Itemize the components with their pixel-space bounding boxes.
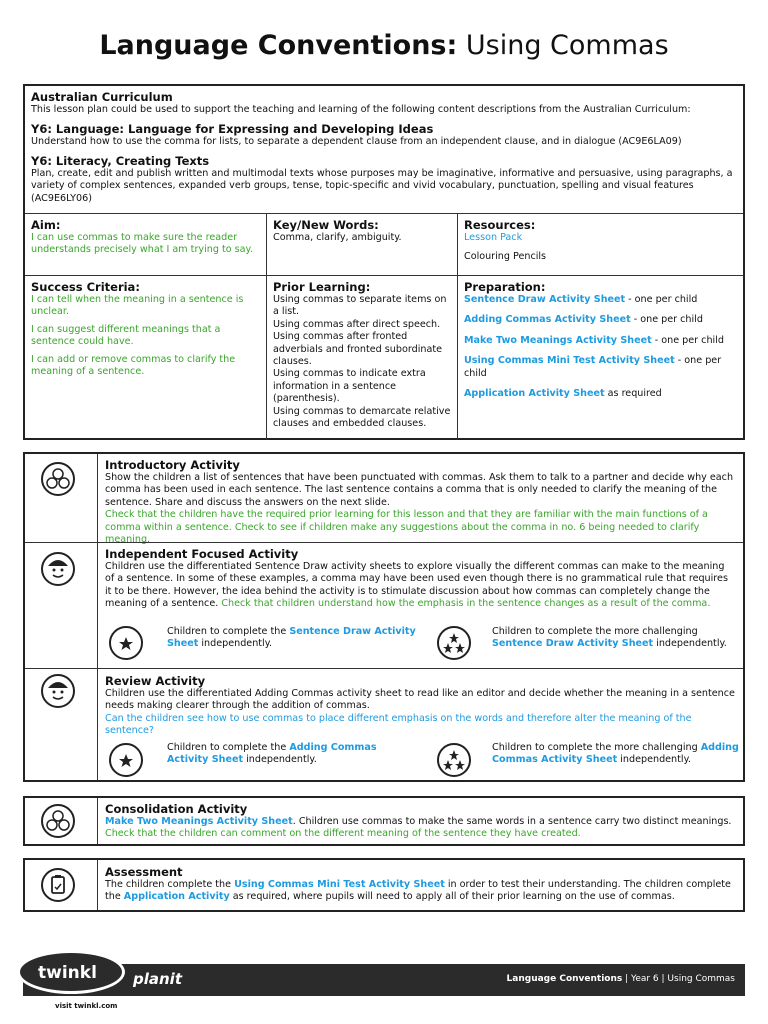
assessment-heading: Assessment: [105, 865, 183, 879]
three-star-icon: [437, 743, 471, 777]
prep-link[interactable]: Adding Commas Activity Sheet: [464, 314, 631, 326]
prep-link[interactable]: Using Commas Mini Test Activity Sheet: [464, 355, 675, 367]
y6-literacy-heading: Y6: Literacy, Creating Texts: [31, 153, 210, 168]
curriculum-section: [31, 90, 737, 205]
prep-link[interactable]: Sentence Draw Activity Sheet: [464, 294, 626, 305]
prep-item: Using Commas Mini Test Activity Sheet - one per child: [464, 355, 722, 379]
review-text: Children use the differentiated Adding Commas activity sheet to read like an editor and decide whether the meaning in a sentence needs making clearer through the addition of commas.: [105, 688, 735, 712]
resource-colouring-pencils: Colouring Pencils: [464, 251, 547, 263]
curriculum-intro: This lesson plan could be used to support the teaching and learning of the following content descriptions from the Australian Curriculum:: [31, 104, 691, 115]
resource-lesson-pack[interactable]: Lesson Pack: [464, 232, 523, 243]
consolidation-text: Make Two Meanings Activity Sheet. Children use commas to make the same words in a sentence carry two distinct meanings.: [105, 816, 732, 827]
aim-cell: [25, 214, 267, 276]
planit-logo: planit: [133, 970, 182, 988]
independent-option-one: Children to complete the Sentence Draw Activity Sheet independently.: [167, 626, 416, 650]
y6-language-text: Understand how to use the comma for lists, to separate a dependent clause from an independent clause, and in dialogue (AC9E6LA09): [31, 136, 682, 148]
success-item: I can add or remove commas to clarify the meaning of a sentence.: [31, 353, 236, 378]
key-words-text: Comma, clarify, ambiguity.: [273, 232, 402, 243]
curriculum-heading: Australian Curriculum: [31, 90, 173, 104]
independent-activity: [105, 547, 735, 611]
intro-text: Show the children a list of sentences that have been punctuated with commas. Ask them to talk to a partner and decide why each comma has been used in each sentence. The last sentence contains a comma that is only needed to clarify the meaning of the sentence. Share and discuss the answers on the next slide.: [105, 472, 734, 508]
review-option-one: Children to complete the Adding Commas Activity Sheet independently.: [167, 742, 377, 766]
review-heading: Review Activity: [105, 674, 206, 688]
assessment-box: [23, 858, 745, 912]
resources-cell: [458, 214, 745, 276]
footer-lesson-label: Language Conventions | Year 6 | Using Commas: [506, 974, 735, 984]
key-words-heading: Key/New Words:: [273, 218, 379, 232]
prep-item: Make Two Meanings Activity Sheet - one per child: [464, 334, 724, 346]
lesson-overview-box: [23, 84, 745, 440]
activities-box: [23, 452, 745, 782]
prep-link[interactable]: Make Two Meanings Activity Sheet: [464, 334, 652, 346]
success-heading: Success Criteria:: [31, 280, 140, 294]
one-star-icon: [109, 743, 143, 777]
review-option-two: Children to complete the more challenging Adding Commas Activity Sheet independently.: [492, 742, 739, 766]
review-question: Can the children see how to use commas to place different emphasis on the words and therefore alter the meaning of the sentence?: [105, 712, 692, 737]
group-faces-icon: [41, 462, 75, 496]
aim-heading: Aim:: [31, 218, 61, 232]
intro-check: Check that the children have the required prior learning for this lesson and that they are familiar with the main functions of a comma within a sentence. Check to see if children make any suggestions about the comma in no. 6 being needed to clarify meaning.: [105, 509, 708, 546]
success-criteria-cell: [25, 276, 267, 440]
prep-item: Adding Commas Activity Sheet - one per child: [464, 314, 703, 326]
prior-text: Using commas to separate items on a list. Using commas after direct speech. Using commas after fronted adverbials and fronted subordinate clauses. Using commas to indicate extra information in a sentence (parenthesis). Using commas to demarcate relative clauses and embedded clauses.: [273, 294, 451, 430]
assessment-link[interactable]: Application Activity: [123, 891, 230, 903]
review-activity: [105, 674, 735, 738]
success-item: I can tell when the meaning in a sentence is unclear.: [31, 294, 244, 318]
key-words-cell: [267, 214, 458, 276]
independent-text: Children use the differentiated Sentence Draw activity sheets to explore visually the different commas can make to the meaning of a sentence. In some of these examples, a comma may have been used even though there is no grammatical rule that requires it to be there. However, the idea behind the activity is to stimulate discussion about how commas can completely change the meaning of a sentence. Check that children understand how the emphasis in the sentence changes as a result of the comma.: [105, 561, 728, 610]
footer-bar: [23, 964, 745, 996]
intro-heading: Introductory Activity: [105, 458, 240, 472]
prep-item: Sentence Draw Activity Sheet - one per child: [464, 294, 698, 305]
intro-activity: [105, 458, 735, 546]
consolidation-heading: Consolidation Activity: [105, 802, 248, 816]
child-face-icon: [41, 552, 75, 586]
y6-language-heading: Y6: Language: Language for Expressing and Developing Ideas: [31, 122, 434, 137]
assessment-activity: [105, 865, 735, 904]
prior-heading: Prior Learning:: [273, 280, 371, 294]
success-item: I can suggest different meanings that a sentence could have.: [31, 323, 221, 348]
one-star-icon: [109, 626, 143, 660]
preparation-heading: Preparation:: [464, 280, 546, 294]
consolidation-box: [23, 796, 745, 846]
child-face-icon: [41, 674, 75, 708]
prior-learning-cell: [267, 276, 458, 440]
review-link[interactable]: Adding Commas Activity Sheet: [492, 742, 739, 766]
independent-option-two: Children to complete the more challenging Sentence Draw Activity Sheet independently.: [492, 626, 727, 650]
y6-literacy-text: Plan, create, edit and publish written and multimodal texts whose purposes may be imaginative, informative and persuasive, using paragraphs, a variety of complex sentences, expanded verb groups, tense, topic-specific and vivid vocabulary, punctuation, spelling and visual features (AC9E6LY06): [31, 167, 733, 204]
clipboard-icon: [41, 868, 75, 902]
preparation-cell: [458, 276, 745, 440]
twinkl-logo[interactable]: twinkl: [17, 950, 125, 994]
resources-heading: Resources:: [464, 218, 536, 232]
visit-twinkl-link[interactable]: visit twinkl.com: [55, 1002, 118, 1010]
consolidation-activity: [105, 802, 735, 841]
independent-link[interactable]: Sentence Draw Activity Sheet: [492, 638, 654, 650]
three-star-icon: [437, 626, 471, 660]
aim-text: I can use commas to make sure the reader understands precisely what I am trying to say.: [31, 232, 253, 256]
prep-item: Application Activity Sheet as required: [464, 388, 662, 400]
consolidation-link[interactable]: Make Two Meanings Activity Sheet: [105, 816, 293, 827]
review-link[interactable]: Adding Commas Activity Sheet: [167, 742, 377, 766]
assessment-link[interactable]: Using Commas Mini Test Activity Sheet: [234, 879, 445, 890]
group-faces-icon: [41, 804, 75, 838]
assessment-text: The children complete the Using Commas Mini Test Activity Sheet in order to test their understanding. The children complete the Application Activity as required, where pupils will need to apply all of their prior learning on the use of commas.: [105, 879, 731, 903]
independent-link[interactable]: Sentence Draw Activity Sheet: [167, 626, 416, 650]
independent-heading: Independent Focused Activity: [105, 547, 299, 561]
prep-link[interactable]: Application Activity Sheet: [464, 388, 605, 400]
consolidation-check: Check that the children can comment on the different meaning of the sentence they have created.: [105, 828, 581, 840]
page-title: Language Conventions: Using Commas: [99, 30, 669, 61]
